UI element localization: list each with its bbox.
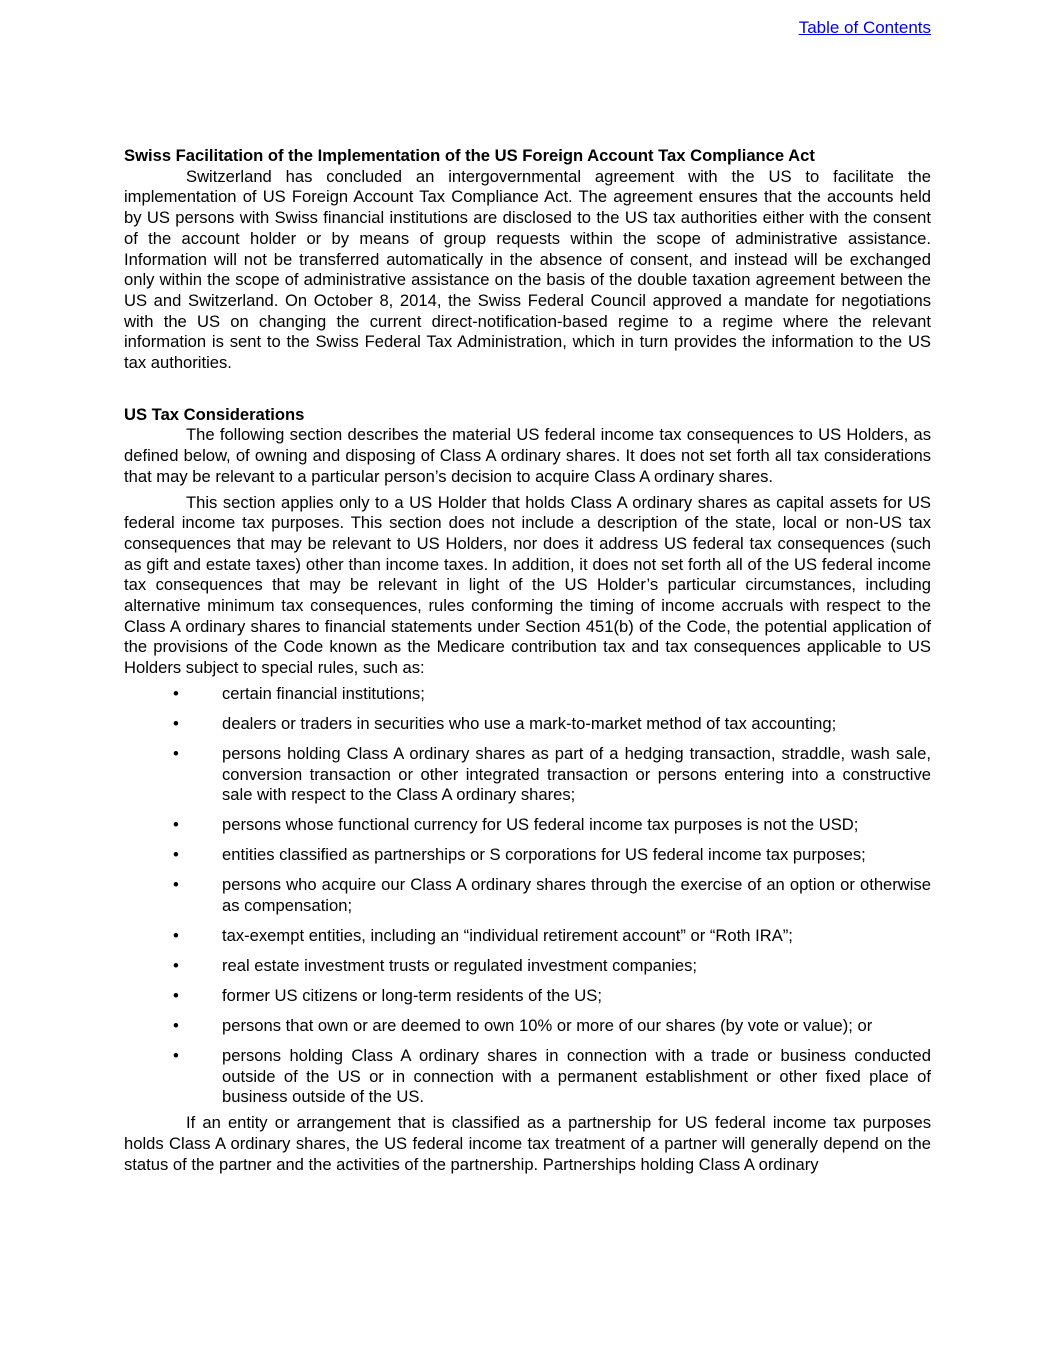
list-item-text: persons that own or are deemed to own 10% or more of our shares (by vote or value); or [222, 1015, 873, 1035]
bullet-icon: • [173, 1045, 179, 1065]
special-rules-list [124, 684, 931, 1108]
list-item [124, 1016, 931, 1037]
list-item-text: persons holding Class A ordinary shares as part of a hedging transaction, straddle, wash sale, conversion transaction or other integrated transaction or persons entering into a constructive sale with respect to the Class A ordinary shares; [222, 743, 931, 805]
section-heading-swiss: Swiss Facilitation of the Implementation of the US Foreign Account Tax Compliance Act [124, 146, 815, 165]
paragraph-us-tax-intro: The following section describes the material US federal income tax consequences to US Holders, as defined below, of owning and disposing of Class A ordinary shares. It does not set forth all tax considerations that may be relevant to a particular person’s decision to acquire Class A ordinary shares. [124, 425, 931, 486]
bullet-icon: • [173, 845, 179, 865]
paragraph-swiss: Switzerland has concluded an intergovernmental agreement with the US to facilitate the implementation of US Foreign Account Tax Compliance Act. The agreement ensures that the accounts held by US persons with Swiss financial institutions are disclosed to the US tax authorities either with the consent of the account holder or by means of group requests within the scope of administrative assistance. Information will not be transferred automatically in the absence of consent, and instead will be exchanged only within the scope of administrative assistance on the basis of the double taxation agreement between the US and Switzerland. On October 8, 2014, the Swiss Federal Council approved a mandate for negotiations with the US on changing the current direct-notification-based regime to a regime where the relevant information is sent to the Swiss Federal Tax Administration, which in turn provides the information to the US tax authorities. [124, 166, 931, 373]
list-item-text: persons who acquire our Class A ordinary shares through the exercise of an option or otherwise as compensation; [222, 875, 931, 915]
list-item [124, 744, 931, 806]
list-item [124, 714, 931, 735]
list-item [124, 956, 931, 977]
paragraph-us-tax-scope: This section applies only to a US Holder that holds Class A ordinary shares as capital assets for US federal income tax purposes. This section does not include a description of the state, local or non-US tax consequences that may be relevant to US Holders, nor does it address US federal tax consequences (such as gift and estate taxes) other than income taxes. In addition, it does not set forth all of the US federal income tax consequences that may be relevant in light of the US Holder’s particular circumstances, including alternative minimum tax consequences, rules conforming the timing of income accruals with respect to the Class A ordinary shares to financial statements under Section 451(b) of the Code, the potential application of the provisions of the Code known as the Medicare contribution tax and tax consequences applicable to US Holders subject to special rules, such as: [124, 492, 931, 678]
list-item-text: certain financial institutions; [222, 683, 425, 703]
list-item-text: persons holding Class A ordinary shares in connection with a trade or business conducted outside of the US or in connection with a permanent establishment or other fixed place of business outside of the US. [222, 1045, 931, 1107]
bullet-icon: • [173, 683, 179, 703]
bullet-icon: • [173, 713, 179, 733]
list-item-text: tax-exempt entities, including an “individual retirement account” or “Roth IRA”; [222, 925, 793, 945]
paragraph-partnership: If an entity or arrangement that is classified as a partnership for US federal income tax purposes holds Class A ordinary shares, the US federal income tax treatment of a partner will generally depend on the status of the partner and the activities of the partnership. Partnerships holding Class A ordinary [124, 1113, 931, 1174]
list-item [124, 1046, 931, 1108]
section-spacer [124, 379, 931, 405]
list-item-text: real estate investment trusts or regulated investment companies; [222, 955, 697, 975]
bullet-icon: • [173, 955, 179, 975]
list-item-text: entities classified as partnerships or S corporations for US federal income tax purposes; [222, 845, 866, 865]
bullet-icon: • [173, 743, 179, 763]
list-item-text: persons whose functional currency for US federal income tax purposes is not the USD; [222, 815, 859, 835]
list-item [124, 815, 931, 836]
list-item [124, 926, 931, 947]
list-item [124, 875, 931, 916]
section-heading-us-tax: US Tax Considerations [124, 404, 305, 424]
list-item-text: former US citizens or long-term residents of the US; [222, 985, 602, 1005]
document-body [124, 146, 931, 1180]
list-item [124, 845, 931, 866]
table-of-contents-link[interactable]: Table of Contents [798, 18, 931, 37]
bullet-icon: • [173, 925, 179, 945]
bullet-icon: • [173, 875, 179, 895]
bullet-icon: • [173, 1015, 179, 1035]
bullet-icon: • [173, 815, 179, 835]
list-item [124, 986, 931, 1007]
bullet-icon: • [173, 985, 179, 1005]
list-item [124, 684, 931, 705]
list-item-text: dealers or traders in securities who use a mark-to-market method of tax accounting; [222, 713, 837, 733]
